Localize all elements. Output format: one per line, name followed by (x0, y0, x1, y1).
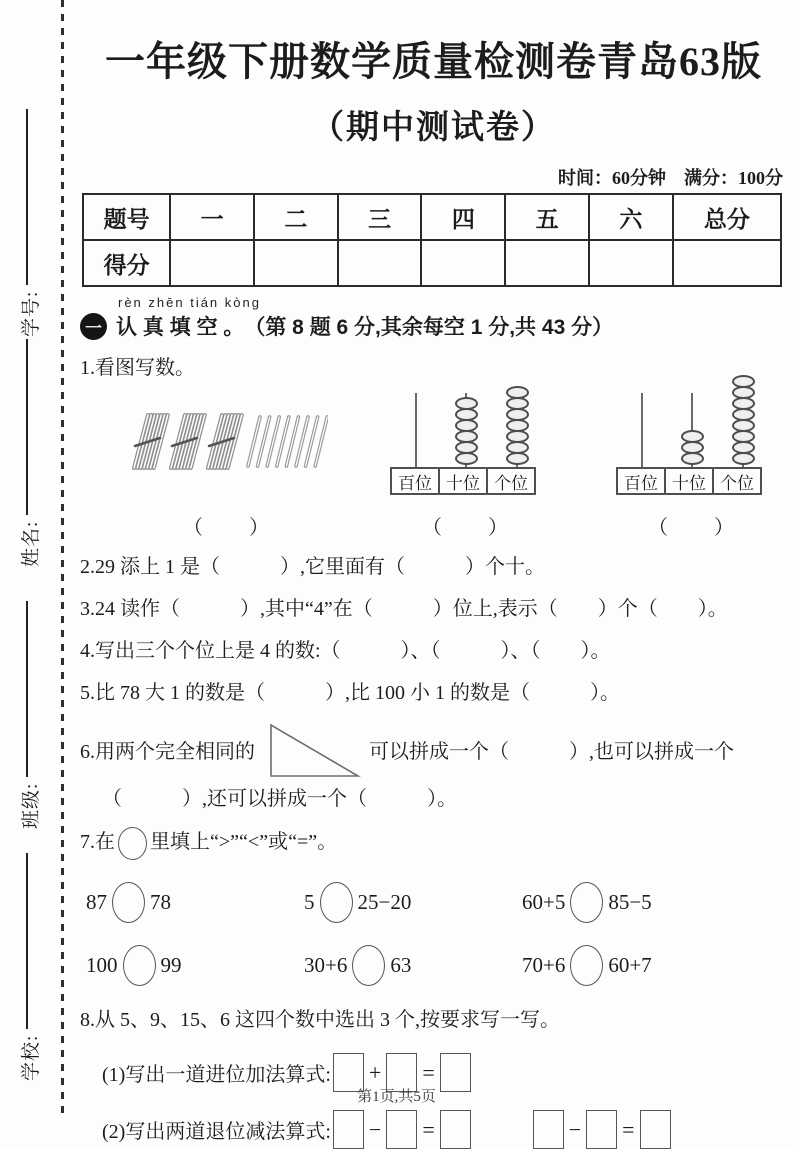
compare-row-1 (80, 882, 787, 923)
compare-circle (118, 827, 147, 860)
answer-box (640, 1110, 671, 1149)
compare-item (304, 945, 522, 986)
score-cell (589, 240, 673, 286)
compare-right: 85−5 (608, 890, 652, 915)
place-label-hundreds: 百位 (390, 467, 440, 495)
compare-left: 30+6 (304, 953, 348, 978)
answer-blank: （ ） (648, 517, 736, 539)
compare-circle (320, 882, 353, 923)
answer-blank: （ ） (183, 517, 271, 539)
question-4-text: 4.写出三个个位上是 4 的数:（ ）、（ ）、（ ）。 (80, 640, 611, 662)
score-cell (170, 240, 254, 286)
question-6 (80, 721, 787, 814)
question-6-text-before: 6.用两个完全相同的 (80, 740, 255, 763)
question-6-line-2: （ ）,还可以拼成一个（ ）。 (102, 788, 457, 810)
compare-left: 87 (86, 890, 107, 915)
score-header-cell: 一 (170, 194, 254, 240)
subtraction-equation-1 (331, 1110, 473, 1149)
paper-content (80, 0, 787, 1149)
question-5-text: 5.比 78 大 1 的数是（ ）,比 100 小 1 的数是（ ）。 (80, 682, 620, 704)
compare-item (304, 882, 522, 923)
figure-sticks (126, 406, 328, 540)
section-1-note: （第 8 题 6 分,其余每空 1 分,共 43 分） (244, 316, 614, 339)
sticks-image (126, 406, 328, 481)
place-label-ones: 个位 (486, 467, 536, 495)
question-8-part-2 (102, 1110, 787, 1149)
compare-left: 100 (86, 953, 118, 978)
abacus-beads-tens (681, 430, 704, 465)
class-label: 班级: (20, 782, 42, 829)
seal-dashed-line (61, 0, 64, 1114)
score-table-header-row (83, 194, 781, 240)
score-header-cell: 题号 (83, 194, 170, 240)
place-label-tens: 十位 (664, 467, 714, 495)
abacus-image (390, 393, 542, 495)
minus-sign: − (368, 1116, 382, 1142)
sidebar-field-class (15, 599, 43, 829)
question-8-text: 8.从 5、9、15、6 这四个数中选出 3 个,按要求写一写。 (80, 1009, 560, 1031)
score-cell (254, 240, 338, 286)
score-cell (505, 240, 589, 286)
compare-circle (352, 945, 385, 986)
question-1-figures (80, 393, 787, 540)
place-value-labels (390, 467, 542, 495)
score-header-cell: 总分 (673, 194, 781, 240)
place-label-ones: 个位 (712, 467, 762, 495)
answer-box (586, 1110, 617, 1149)
name-label: 姓名: (20, 520, 42, 567)
sidebar-field-school (15, 851, 43, 1081)
compare-left: 5 (304, 890, 315, 915)
question-7-suffix: 里填上“>”“<”或“=”。 (150, 831, 338, 854)
question-3-text: 3.24 读作（ ）,其中“4”在（ ）位上,表示（ ）个（ ）。 (80, 598, 728, 620)
question-1-text: 1.看图写数。 (80, 357, 195, 379)
compare-item (522, 882, 740, 923)
school-label: 学校: (20, 1034, 42, 1081)
part-1-label: (1)写出一道进位加法算式: (102, 1064, 331, 1086)
page-title: 一年级下册数学质量检测卷青岛63版 (105, 39, 762, 84)
answer-blank: （ ） (422, 517, 510, 539)
page-subtitle: （期中测试卷） (311, 110, 556, 146)
abacus-image (616, 393, 768, 495)
section-1-header (80, 295, 787, 341)
abacus-bead (455, 452, 478, 465)
question-6-text-after: 可以拼成一个（ ）,也可以拼成一个 (369, 740, 734, 763)
student-id-label: 学号: (20, 290, 42, 337)
figure-abacus-2 (616, 393, 768, 540)
score-table-score-row (83, 240, 781, 286)
place-value-labels (616, 467, 768, 495)
subtraction-equation-2 (531, 1110, 673, 1149)
abacus-bead (681, 452, 704, 465)
compare-circle (123, 945, 156, 986)
triangle-shape (261, 721, 363, 783)
sidebar-field-student-id (15, 107, 43, 337)
question-7 (80, 827, 787, 986)
minus-sign: − (568, 1116, 582, 1142)
equals-sign: = (422, 1116, 435, 1142)
abacus-rod-hundreds (641, 393, 643, 467)
answer-box (386, 1110, 417, 1149)
score-cell (338, 240, 422, 286)
question-2-text: 2.29 添上 1 是（ ）,它里面有（ ）个十。 (80, 556, 545, 578)
section-1-pinyin: rèn zhēn tián kòng (118, 295, 261, 310)
compare-circle (570, 882, 603, 923)
abacus-bead (732, 452, 755, 465)
compare-right: 60+7 (608, 953, 652, 978)
score-header-cell: 四 (421, 194, 505, 240)
score-header-cell: 五 (505, 194, 589, 240)
score-header-cell: 三 (338, 194, 422, 240)
compare-right: 78 (150, 890, 171, 915)
sidebar-field-name (15, 337, 43, 567)
place-label-hundreds: 百位 (616, 467, 666, 495)
answer-box (333, 1110, 364, 1149)
compare-row-2 (80, 945, 787, 986)
page-number: 第1页,共5页 (357, 1089, 436, 1105)
score-row-label: 得分 (83, 240, 170, 286)
part-2-label: (2)写出两道退位减法算式: (102, 1121, 331, 1143)
compare-left: 70+6 (522, 953, 566, 978)
time-score-info: 时间：60分钟 满分：100分 (558, 168, 783, 188)
answer-box (533, 1110, 564, 1149)
abacus-rod-hundreds (415, 393, 417, 467)
score-header-cell: 六 (589, 194, 673, 240)
compare-right: 63 (390, 953, 412, 978)
student-id-line (25, 109, 28, 285)
score-table (82, 193, 782, 287)
compare-circle (570, 945, 603, 986)
compare-left: 60+5 (522, 890, 566, 915)
figure-abacus-1 (390, 393, 542, 540)
section-1-title: 认 真 填 空 。 (116, 316, 245, 339)
section-number-icon: 一 (80, 313, 107, 340)
class-line (25, 601, 28, 777)
compare-item (86, 882, 304, 923)
question-7-prefix: 7.在 (80, 831, 115, 854)
name-line (25, 339, 28, 515)
school-line (25, 853, 28, 1029)
equals-sign: = (422, 1059, 435, 1085)
plus-sign: + (368, 1059, 382, 1085)
abacus-beads-ones (732, 375, 755, 465)
compare-item (86, 945, 304, 986)
place-label-tens: 十位 (438, 467, 488, 495)
score-cell (421, 240, 505, 286)
equals-sign: = (622, 1116, 635, 1142)
compare-right: 25−20 (357, 890, 412, 915)
compare-circle (112, 882, 145, 923)
abacus-beads-ones (506, 386, 529, 465)
score-cell (673, 240, 781, 286)
abacus-beads-tens (455, 397, 478, 465)
score-header-cell: 二 (254, 194, 338, 240)
question-7-intro (80, 827, 787, 860)
compare-right: 99 (160, 953, 182, 978)
abacus-bead (506, 452, 529, 465)
compare-item (522, 945, 740, 986)
answer-box (440, 1110, 471, 1149)
